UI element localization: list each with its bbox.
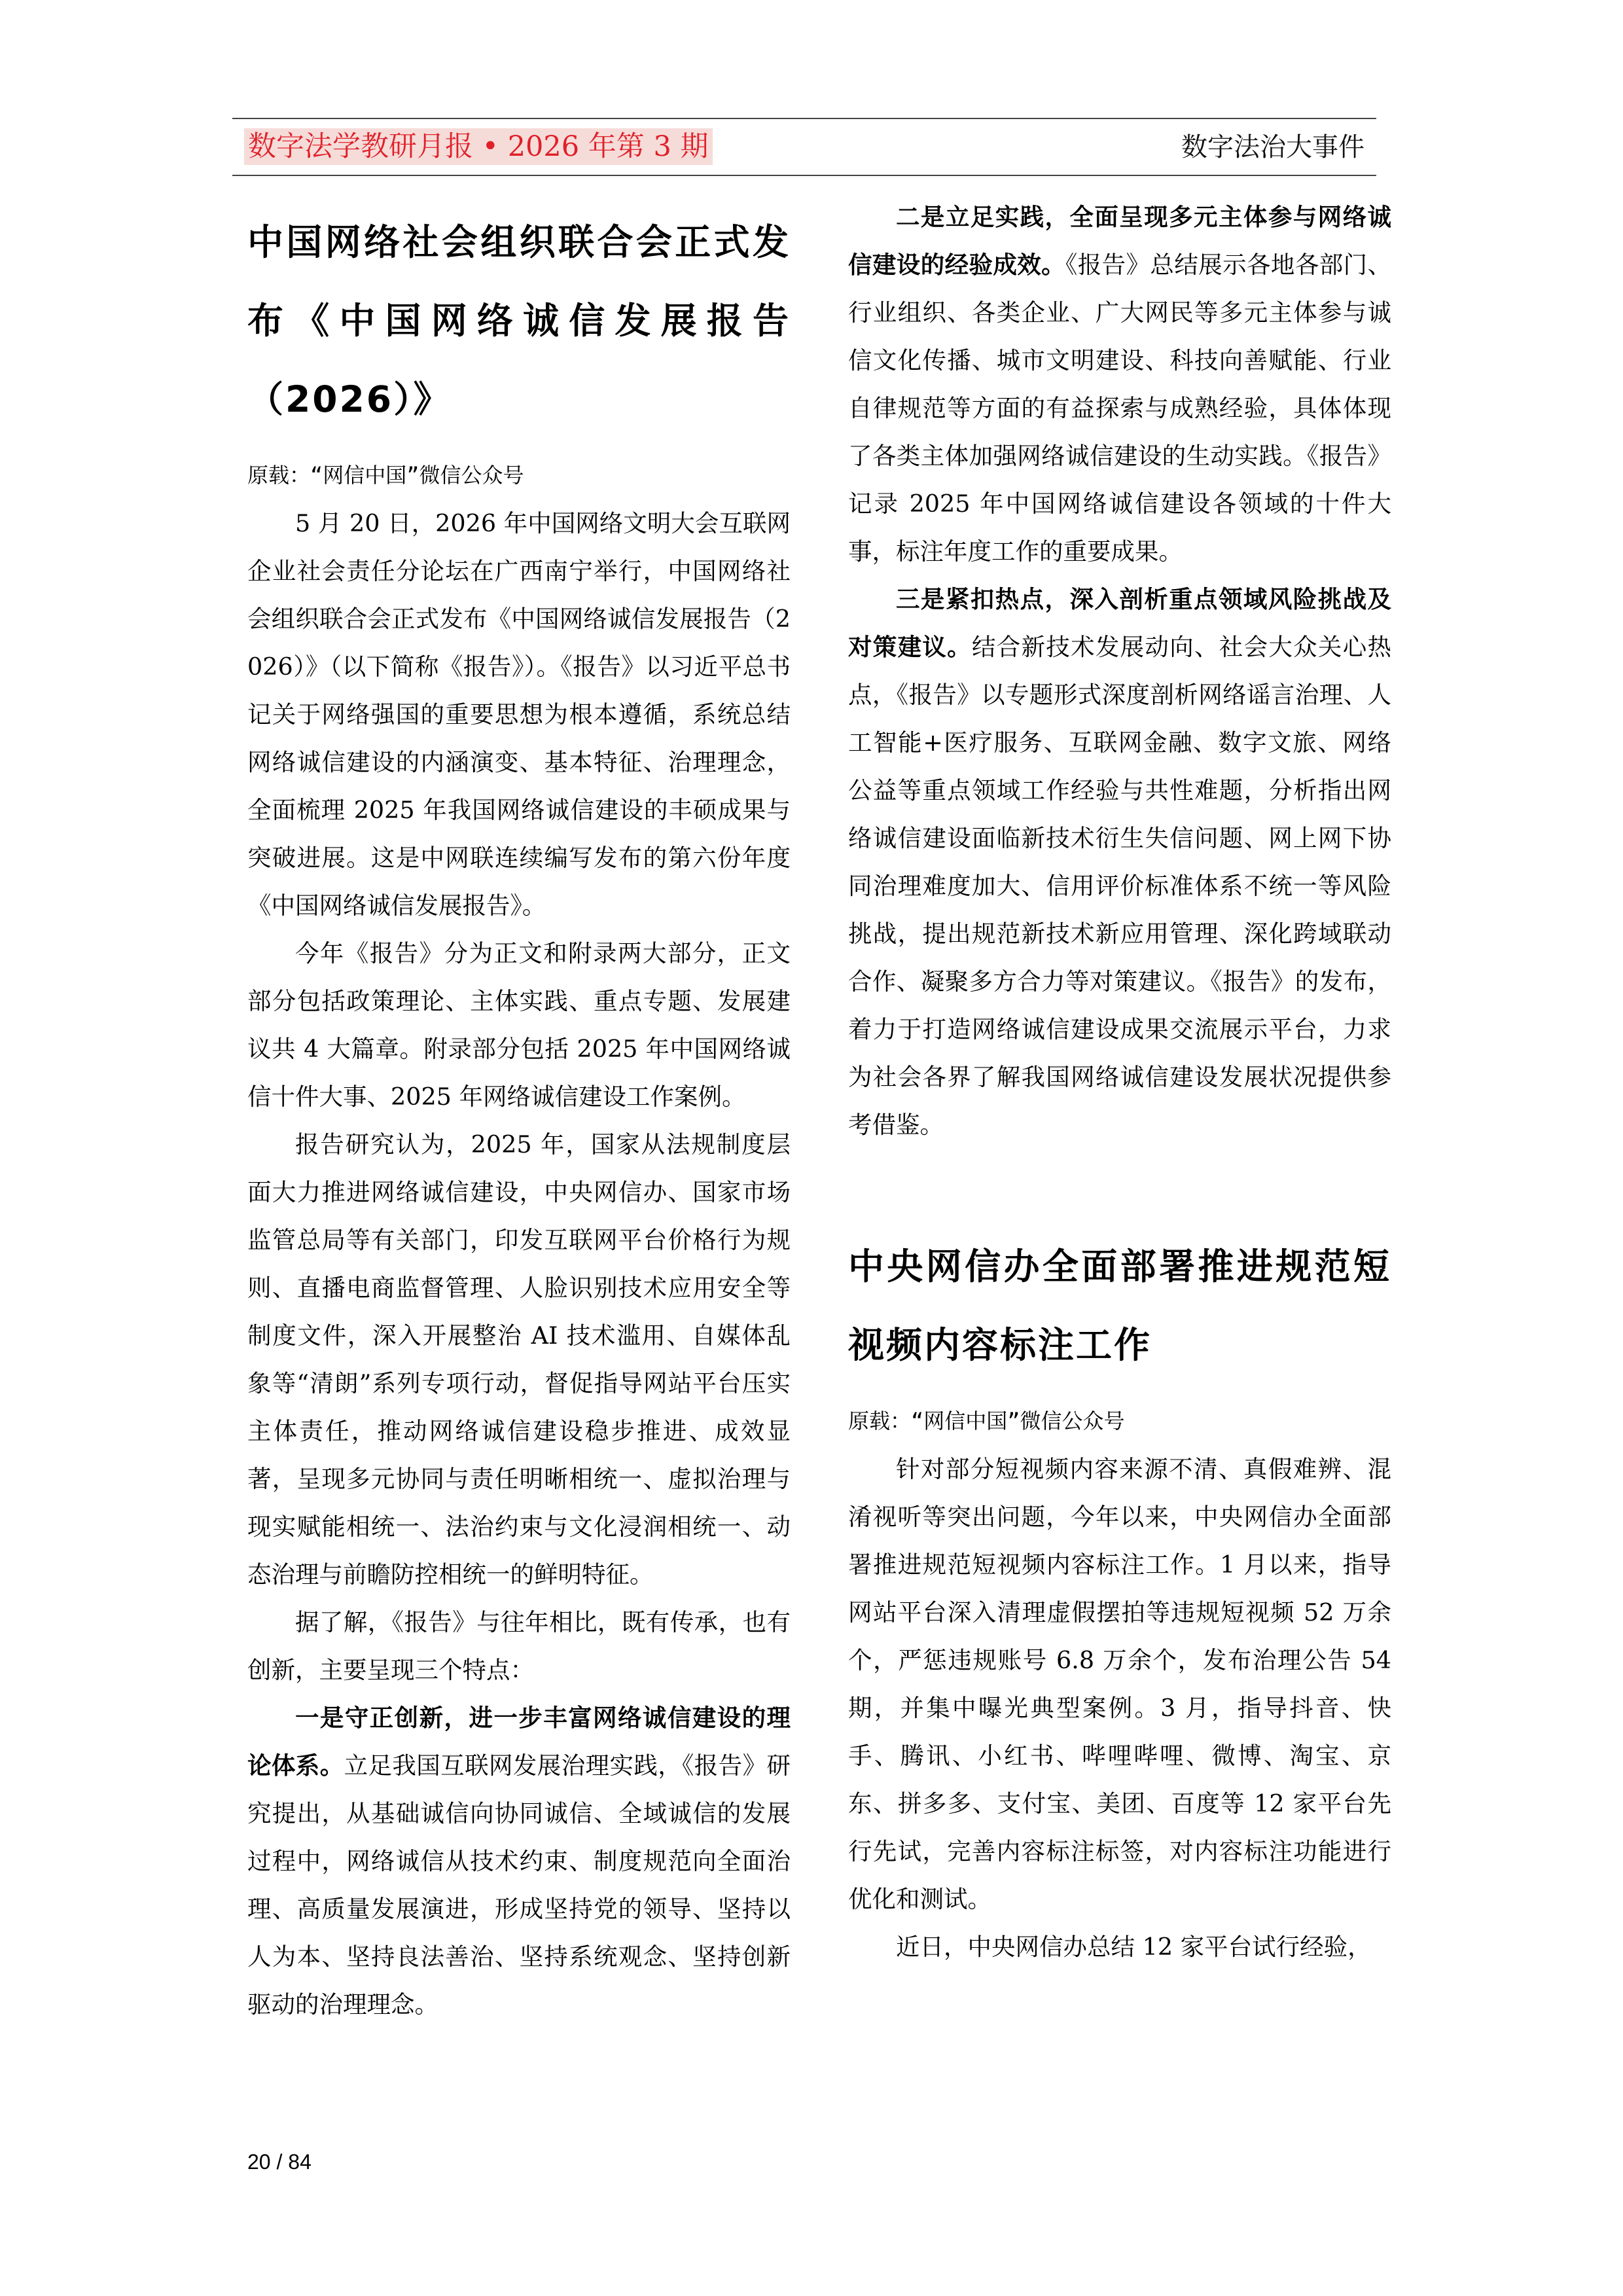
article-2-source: 原载：“网信中国”微信公众号 bbox=[848, 1408, 1125, 1433]
article-1-paragraph-7 bbox=[848, 575, 1391, 1149]
article-2-paragraph-2: 近日，中央网信办总结 12 家平台试行经验， bbox=[896, 1933, 1372, 1961]
point-2-lead: 二是立足实践，全面呈现多元主体参与网络诚信建设的经验成效。 bbox=[848, 203, 1391, 279]
article-1-source: 原载：“网信中国”微信公众号 bbox=[247, 463, 524, 488]
point-1-text: 立足我国互联网发展治理实践，《报告》研究提出，从基础诚信向协同诚信、全域诚信的发展过程中，网络诚信从技术约束、制度规范向全面治理、高质量发展演进，形成坚持党的领导、坚持以人为本、坚持良法善治、坚持系统观念、坚持创新驱动的治理理念。 bbox=[247, 1751, 791, 2018]
article-2-title: 中央网信办全面部署推进规范短视频内容标注工作 bbox=[848, 1246, 1391, 1366]
right-column-flow bbox=[848, 193, 1391, 1971]
point-1-lead: 一是守正创新，进一步丰富网络诚信建设的理论体系。 bbox=[247, 1704, 791, 1780]
article-1-paragraph-2: 今年《报告》分为正文和附录两大部分，正文部分包括政策理论、主体实践、重点专题、发展建议共 4 大篇章。附录部分包括 2025 年中国网络诚信十件大事、2025 年网络诚信建设工作案例。 bbox=[247, 939, 791, 1111]
left-column bbox=[247, 193, 791, 2098]
article-1-paragraph-4: 据了解，《报告》与往年相比，既有传承，也有创新，主要呈现三个特点： bbox=[247, 1608, 791, 1684]
running-header bbox=[232, 118, 1376, 176]
article-1-paragraph-6 bbox=[848, 193, 1391, 575]
journal-title: 数字法学教研月报 • 2026 年第 3 期 bbox=[244, 128, 713, 165]
page-number: 20 / 84 bbox=[247, 2150, 312, 2174]
article-1-paragraph-3: 报告研究认为，2025 年，国家从法规制度层面大力推进网络诚信建设，中央网信办、国家市场监管总局等有关部门，印发互联网平台价格行为规则、直播电商监督管理、人脸识别技术应用安全等制度文件，深入开展整治 AI 技术滥用、自媒体乱象等“清朗”系列专项行动，督促指导网站平台压实主体责任，推动网络诚信建设稳步推进、成效显著，呈现多元协同与责任明晰相统一、虚拟治理与现实赋能相统一、法治约束与文化浸润相统一、动态治理与前瞻防控相统一的鲜明特征。 bbox=[247, 1130, 791, 1588]
right-column bbox=[848, 193, 1391, 2098]
point-2-text: 《报告》总结展示各地各部门、行业组织、各类企业、广大网民等多元主体参与诚信文化传播、城市文明建设、科技向善赋能、行业自律规范等方面的有益探索与成熟经验，具体体现了各类主体加强网络诚信建设的生动实践。《报告》记录 2025 年中国网络诚信建设各领域的十件大事，标注年度工作的重要成果。 bbox=[848, 251, 1391, 565]
article-2-paragraph-1: 针对部分短视频内容来源不清、真假难辨、混淆视听等突出问题，今年以来，中央网信办全面部署推进规范短视频内容标注工作。1 月以来，指导网站平台深入清理虚假摆拍等违规短视频 52 万余个，严惩违规账号 6.8 万余个，发布治理公告 54 期，并集中曝光典型案例。3 月，指导抖音、快手、腾讯、小红书、哔哩哔哩、微博、淘宝、京东、拼多多、支付宝、美团、百度等 12 家平台先行先试，完善内容标注标签，对内容标注功能进行优化和测试。 bbox=[848, 1455, 1391, 1913]
point-3-text: 结合新技术发展动向、社会大众关心热点，《报告》以专题形式深度剖析网络谣言治理、人工智能+医疗服务、互联网金融、数字文旅、网络公益等重点领域工作经验与共性难题，分析指出网络诚信建设面临新技术衍生失信问题、网上网下协同治理难度加大、信用评价标准体系不统一等风险挑战，提出规范新技术新应用管理、深化跨域联动合作、凝聚多方合力等对策建议。《报告》的发布，着力于打造网络诚信建设成果交流展示平台，力求为社会各界了解我国网络诚信建设发展状况提供参考借鉴。 bbox=[848, 633, 1391, 1139]
article-1-paragraph-1: 5 月 20 日，2026 年中国网络文明大会互联网企业社会责任分论坛在广西南宁举行，中国网络社会组织联合会正式发布《中国网络诚信发展报告（2026）》（以下简称《报告》）。《报告》以习近平总书记关于网络强国的重要思想为根本遵循，系统总结网络诚信建设的内涵演变、基本特征、治理理念，全面梳理 2025 年我国网络诚信建设的丰硕成果与突破进展。这是中网联连续编写发布的第六份年度《中国网络诚信发展报告》。 bbox=[247, 509, 791, 920]
point-3-lead: 三是紧扣热点，深入剖析重点领域风险挑战及对策建议。 bbox=[848, 585, 1391, 661]
section-title: 数字法治大事件 bbox=[1181, 132, 1364, 162]
article-1-paragraph-5 bbox=[247, 1694, 791, 2028]
article-1-title: 中国网络社会组织联合会正式发布《中国网络诚信发展报告（2026）》 bbox=[247, 221, 791, 420]
